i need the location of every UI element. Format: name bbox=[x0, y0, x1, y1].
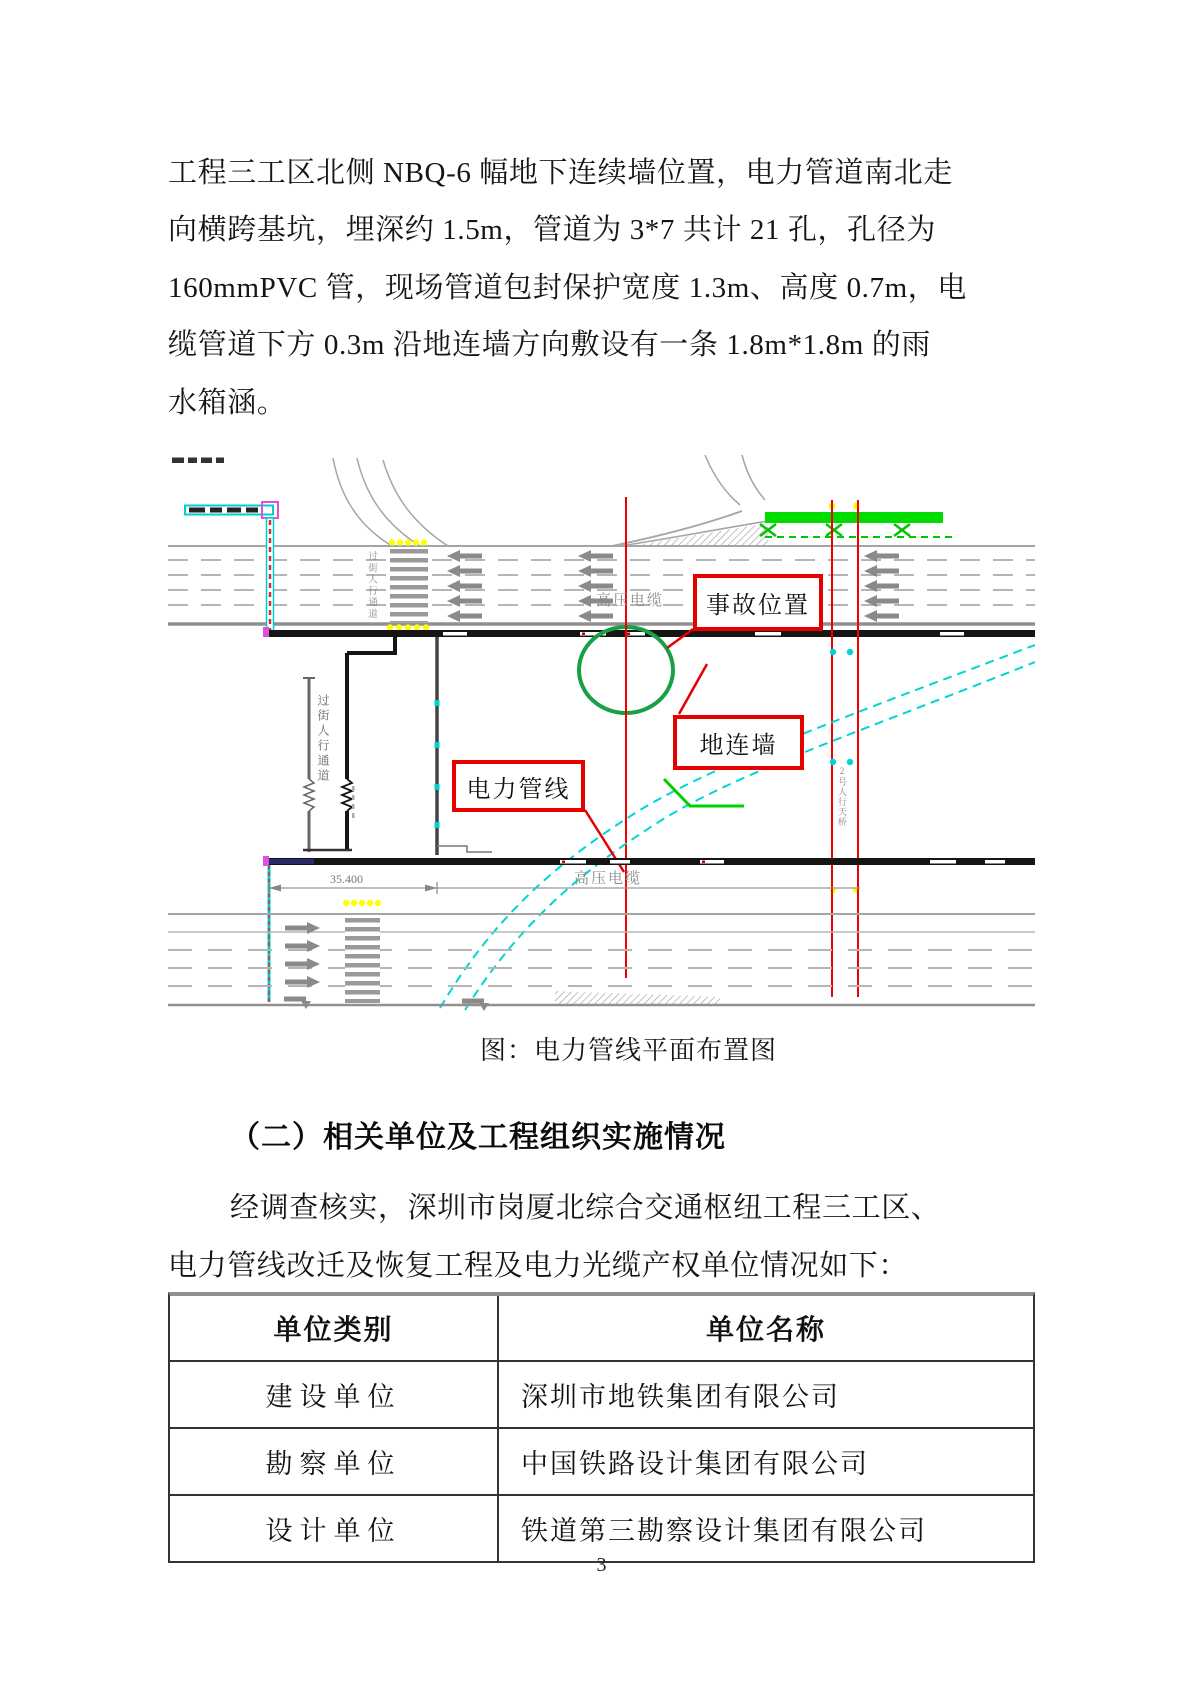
accident-location-label-box bbox=[693, 574, 823, 631]
diagram-canvas bbox=[168, 455, 1035, 1015]
figure-caption: 图：电力管线平面布置图 bbox=[480, 1036, 778, 1065]
dimension-label: 35.400 bbox=[330, 872, 363, 886]
page-number: 3 bbox=[596, 1554, 607, 1576]
crosswalk-upper bbox=[390, 548, 428, 622]
paragraph-line: 电力管线改迁及恢复工程及电力光缆产权单位情况如下： bbox=[168, 1250, 909, 1282]
figure-diagram bbox=[168, 455, 1035, 1015]
hv-cable-label-bottom: 高压电缆 bbox=[574, 871, 643, 887]
cell-unit-name: 铁道第三勘察设计集团有限公司 bbox=[521, 1516, 927, 1546]
cell-unit-type: 勘察单位 bbox=[170, 1429, 499, 1494]
footbridge-no2-label: 2号人行天桥 bbox=[837, 766, 847, 827]
cell-unit-type: 设计单位 bbox=[170, 1496, 499, 1561]
header-cell-unit-type: 单位类别 bbox=[170, 1296, 499, 1360]
units-table bbox=[168, 1292, 1035, 1563]
section-heading: （二）相关单位及工程组织实施情况 bbox=[230, 1121, 726, 1154]
table-row bbox=[170, 1429, 1033, 1496]
diaphragm-wall-label-box bbox=[673, 715, 804, 770]
footbridge-bar bbox=[765, 512, 943, 523]
diaphragm-wall-label: 地连墙 bbox=[699, 733, 778, 759]
cell-unit-name: 深圳市地铁集团有限公司 bbox=[521, 1382, 840, 1412]
crosswalk-lower bbox=[345, 916, 380, 1003]
paragraph-line: 工程三工区北侧 NBQ-6 幅地下连续墙位置，电力管道南北走 bbox=[168, 157, 953, 189]
hv-cable-label-top: 高压电缆 bbox=[596, 593, 665, 609]
paragraph-line: 向横跨基坑，埋深约 1.5m，管道为 3*7 共计 21 孔，孔径为 bbox=[168, 214, 936, 246]
table-row bbox=[170, 1496, 1033, 1561]
pedestrian-passage-road-label: 过街人行通道 bbox=[366, 551, 376, 620]
paragraph-line: 水箱涵。 bbox=[168, 387, 287, 419]
paragraph-line: 缆管道下方 0.3m 沿地连墙方向敷设有一条 1.8m*1.8m 的雨 bbox=[168, 329, 931, 361]
cell-unit-name: 中国铁路设计集团有限公司 bbox=[521, 1449, 869, 1479]
table-header-row bbox=[170, 1296, 1033, 1362]
paragraph-line: 160mmPVC 管，现场管道包封保护宽度 1.3m、高度 0.7m，电 bbox=[168, 272, 967, 304]
cell-unit-type: 建设单位 bbox=[170, 1362, 499, 1427]
power-pipeline-curve-1 bbox=[440, 645, 1035, 1008]
diaphragm-wall-bottom bbox=[268, 858, 1035, 865]
paragraph-line: 经调查核实，深圳市岗厦北综合交通枢纽工程三工区、 bbox=[230, 1192, 941, 1224]
accident-location-label: 事故位置 bbox=[706, 593, 810, 619]
header-cell-unit-name: 单位名称 bbox=[705, 1314, 826, 1345]
power-pipeline-label-box bbox=[452, 760, 585, 812]
table-row bbox=[170, 1362, 1033, 1429]
power-pipeline-label: 电力管线 bbox=[466, 776, 571, 803]
pedestrian-passage-structure-label: 过街人行通道 bbox=[316, 694, 330, 784]
